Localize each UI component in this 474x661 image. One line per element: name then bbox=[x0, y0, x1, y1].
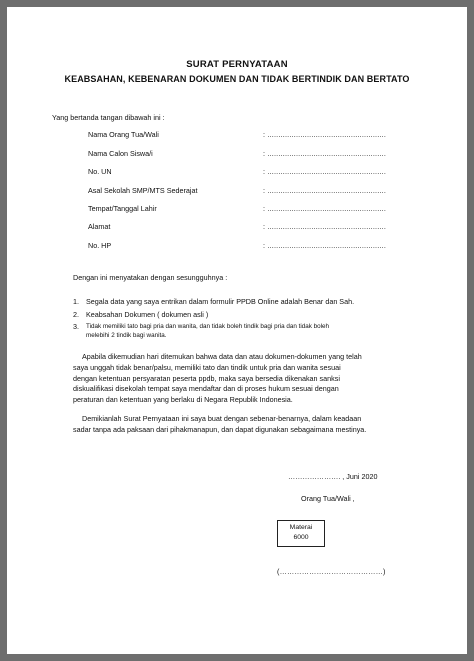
paragraph-line: Apabila dikemudian hari ditemukan bahwa data dan atau dokumen-dokumen yang telah bbox=[82, 352, 362, 361]
field-value-phone: : ...................................................... bbox=[263, 241, 387, 250]
field-label-phone: No. HP bbox=[88, 241, 112, 250]
list-item-text: Keabsahan Dokumen ( dokumen asli ) bbox=[86, 310, 209, 319]
list-item-number: 3. bbox=[73, 322, 79, 331]
field-value-previous-school: : ...................................................... bbox=[263, 186, 387, 195]
paragraph-line: peraturan dan ketentuan yang berlaku di Negara Republik Indonesia. bbox=[73, 395, 293, 405]
intro-text: Yang bertanda tangan dibawah ini : bbox=[52, 113, 165, 122]
signature-line: (……………………………………) bbox=[277, 567, 386, 576]
field-label-previous-school: Asal Sekolah SMP/MTS Sederajat bbox=[88, 186, 198, 195]
field-value-parent-name: : ...................................................... bbox=[263, 130, 387, 139]
document-page bbox=[7, 7, 467, 654]
declaration-intro: Dengan ini menyatakan dengan sesungguhnya : bbox=[73, 273, 228, 282]
list-item-text: Tidak memiliki tato bagi pria dan wanita, dan tidak boleh tindik bagi pria dan tidak boleh bbox=[86, 323, 330, 330]
field-label-student-name: Nama Calon Siswa/i bbox=[88, 149, 153, 158]
paragraph-line: dengan ketentuan persyaratan peserta ppdb, maka saya bersedia dikenakan sanksi bbox=[73, 373, 340, 383]
document-title: SURAT PERNYATAAN bbox=[186, 59, 288, 70]
field-value-student-name: : ...................................................... bbox=[263, 149, 387, 158]
field-label-exam-number: No. UN bbox=[88, 167, 112, 176]
field-value-birth-place-date: : ...................................................... bbox=[263, 204, 387, 213]
stamp-value: 6000 bbox=[293, 534, 309, 541]
field-label-parent-name: Nama Orang Tua/Wali bbox=[88, 130, 159, 139]
stamp-box bbox=[277, 520, 325, 547]
list-item-number: 1. bbox=[73, 297, 79, 306]
paragraph-consequences bbox=[73, 352, 362, 406]
document-subtitle: KEABSAHAN, KEBENARAN DOKUMEN DAN TIDAK BERTINDIK DAN BERTATO bbox=[64, 74, 410, 84]
paragraph-closing bbox=[73, 414, 366, 436]
stamp-label: Materai bbox=[289, 524, 313, 531]
field-value-exam-number: : ...................................................... bbox=[263, 167, 387, 176]
paragraph-line: Demikianlah Surat Pernyataan ini saya buat dengan sebenar-benarnya, dalam keadaan bbox=[82, 414, 362, 423]
field-value-address: : ...................................................... bbox=[263, 222, 387, 231]
field-label-address: Alamat bbox=[88, 222, 111, 231]
paragraph-line: diskualifikasi disekolah tempat saya mendaftar dan di proses hukum sesuai dengan bbox=[73, 384, 339, 394]
paragraph-line: sadar tanpa ada paksaan dari pihakmanapun, dan dapat digunakan sebagaimana mestinya. bbox=[73, 424, 367, 434]
list-item-number: 2. bbox=[73, 310, 79, 319]
paragraph-line: saya unggah tidak benar/palsu, memiliki tato dan tindik untuk pria dan wanita sesuai bbox=[73, 362, 341, 372]
list-item-text: Segala data yang saya entrikan dalam formulir PPDB Online adalah Benar dan Sah. bbox=[86, 297, 355, 306]
list-item-text-continued: melebihi 2 tindik bagi wanita. bbox=[86, 332, 167, 339]
field-label-birth-place-date: Tempat/Tanggal Lahir bbox=[88, 204, 157, 213]
date-line: …………………. , Juni 2020 bbox=[288, 472, 378, 481]
signer-label: Orang Tua/Wali , bbox=[301, 494, 355, 503]
